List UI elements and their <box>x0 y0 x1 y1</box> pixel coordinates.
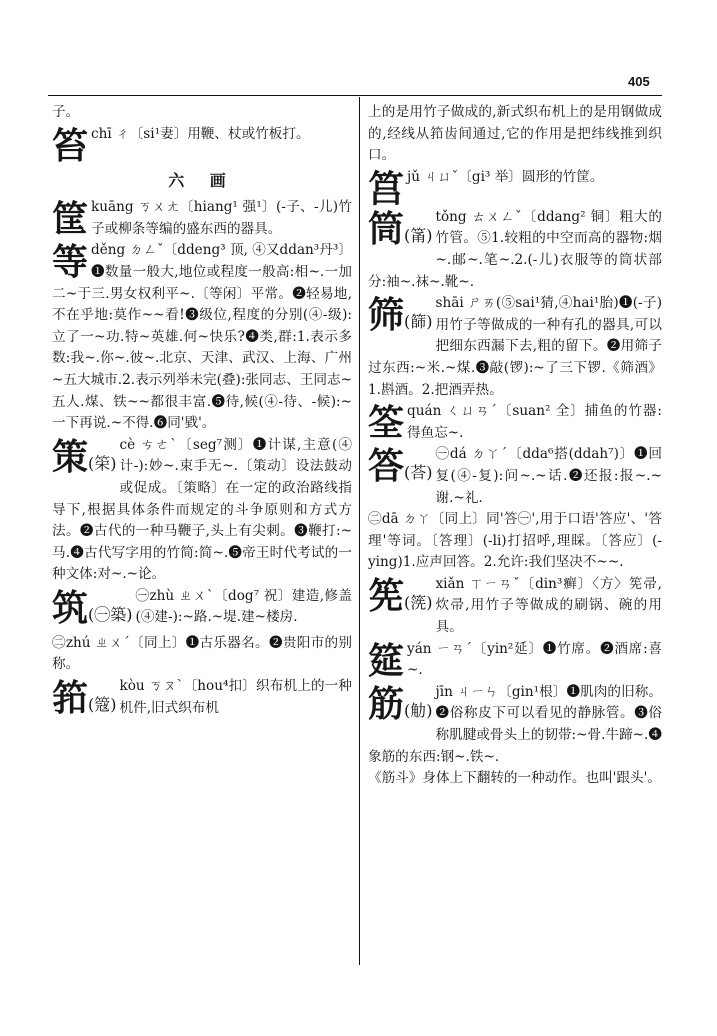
entry-headword <box>52 588 133 635</box>
dictionary-entry <box>368 401 662 444</box>
entry-text: ㊀dá ㄉㄚˊ〔dda⁶搭(ddah⁷)〕❶回复(④-复):问~.~话.❷还报:报~.~谢.~礼. <box>435 446 662 506</box>
dictionary-entry <box>52 676 352 719</box>
entry-text: 《筋斗》身体上下翻转的一种动作。也叫'跟头'。 <box>368 770 661 787</box>
entry-headword <box>52 242 88 282</box>
entry-headword <box>368 209 433 256</box>
headword-character: 筑 <box>52 586 89 629</box>
dictionary-entry <box>52 586 352 629</box>
column-divider <box>359 97 360 965</box>
entry-text: shāi ㄕㄞ(⑤sai¹猜,④hai¹胎)❶(-子)用竹子等做成的一种有孔的器具,可以把细东西漏下去,粗的留下。❷用筛子过东西:~米.~煤.❸敲(锣):~了三下锣.《筛酒》1.斟酒。2.把酒弄热。 <box>368 295 662 398</box>
dictionary-entry <box>368 639 662 682</box>
headword-character: 筋 <box>368 682 405 725</box>
dictionary-entry <box>368 682 662 768</box>
headword-character: 筵 <box>368 639 405 682</box>
entry-text: yán ㄧㄢˊ〔yin²延〕❶竹席。❷酒席:喜~. <box>407 640 662 679</box>
entry-text: chī ㄔ〔si¹妻〕用鞭、杖或竹板打。 <box>91 125 310 142</box>
headword-variant: (觔) <box>404 700 433 720</box>
dictionary-entry <box>52 435 352 586</box>
headword-character: 筌 <box>368 402 405 445</box>
entry-text: jǔ ㄐㄩˇ〔gi³ 举〕圆形的竹筐。 <box>407 168 604 185</box>
entry-text: děng ㄉㄥˇ〔ddeng³ 顶, ④又ddan³丹³〕❶数量一般大,地位或程度一般高:相~.一加二~于三.男女权利平~.〔等闲〕平常。❷轻易地,不在乎地:莫作~~看!❸级位,程度的分别(④-级):立了一~功.特~英雄.何~快乐?❹类,群:1.表示多数:我~.你~.彼~.北京、天津、武汉、上海、广州~五大城市.2.表示列举未完(叠):张同志、王同志~五人.煤、铁~~都很丰富.❺待,候(④-待、-候):~一下再说.~不得.❻同'戥'。 <box>52 242 352 432</box>
dictionary-entry <box>368 167 662 210</box>
headword-variant: (箲) <box>404 592 433 612</box>
headword-character: 答 <box>368 445 405 488</box>
headword-character: 筅 <box>368 574 405 617</box>
dictionary-entry <box>52 240 352 434</box>
entry-headword <box>368 403 404 443</box>
dictionary-entry <box>368 768 662 790</box>
dictionary-entry <box>368 102 662 167</box>
headword-variant: (筞) <box>88 453 117 473</box>
headword-character: 筒 <box>368 207 405 250</box>
entry-text: cè ㄘㄜˋ〔seg⁷测〕❶计谋,主意(④计-):妙~.束手无~.〔策动〕设法鼓动或促成。〔策略〕在一定的政治路线指导下,根据具体条件而规定的斗争原则和方式方法。❷古代的一种马鞭子,头上有尖刺。❸鞭打:~马.❹古代写字用的竹简:简~.❺帝王时代考试的一种文体:对~.~论。 <box>52 436 352 583</box>
headword-character: 筐 <box>52 198 89 241</box>
top-rule <box>48 95 662 96</box>
entry-text: quán ㄑㄩㄢˊ〔suan² 全〕捕鱼的竹器:得鱼忘~. <box>407 403 662 441</box>
headword-character: 筛 <box>368 294 405 337</box>
dictionary-entry <box>368 293 662 401</box>
headword-character: 策 <box>52 435 89 478</box>
entry-headword <box>52 199 88 239</box>
section-heading: 六 画 <box>168 170 236 190</box>
dictionary-entry <box>368 207 662 293</box>
headword-character: 筘 <box>52 677 89 720</box>
entry-headword <box>368 169 404 209</box>
entry-text: xiǎn ㄒㄧㄢˇ〔din³癣〕〈方〉筅帚,炊帚,用竹子等做成的刷锅、碗的用具。 <box>435 575 662 636</box>
entry-text: kuāng ㄎㄨㄤ〔hiang¹ 强¹〕(-子、-儿)竹子或柳条等编的盛东西的器具。 <box>91 199 352 237</box>
headword-variant: (筩) <box>404 225 433 245</box>
dictionary-entry <box>368 574 662 639</box>
headword-variant: (荅) <box>404 463 433 483</box>
entry-headword <box>368 684 433 731</box>
entry-headword <box>52 678 117 725</box>
headword-variant: (簆) <box>88 695 117 715</box>
entry-text: kòu ㄎㄡˋ〔hou⁴扣〕织布机上的一种机件,旧式织布机 <box>119 678 352 716</box>
dictionary-entry <box>52 197 352 240</box>
entry-text: 上的是用竹子做成的,新式织布机上的是用钢做成的,经线从筘齿间通过,它的作用是把纬线推到织口。 <box>368 104 662 164</box>
entry-text: 子。 <box>52 104 80 120</box>
right-column <box>368 102 662 790</box>
dictionary-entry <box>52 633 352 676</box>
entry-headword <box>368 446 433 493</box>
entry-headword <box>368 576 433 623</box>
entry-headword <box>52 126 88 166</box>
dictionary-entry <box>368 509 662 574</box>
entry-text: ㊁dā ㄉㄚ〔同上〕同'答㊀',用于口语'答应'、'答理'等词。〔答理〕(-li)打招呼,理睬。〔答应〕(-ying)1.应声回答。2.允许:我们坚决不~~. <box>368 511 662 571</box>
headword-variant: (篩) <box>404 312 433 332</box>
headword-variant: (㊀築) <box>88 604 133 624</box>
page-number: 405 <box>628 74 650 89</box>
headword-character: 笞 <box>52 124 89 167</box>
entry-text: jīn ㄐㄧㄣ〔gin¹根〕❶肌肉的旧称。❷俗称皮下可以看见的静脉管。❸俗称肌腱或骨头上的韧带:~骨.牛蹄~.❹象筋的东西:钢~.铁~. <box>368 683 662 765</box>
entry-text: ㊀zhù ㄓㄨˋ〔dog⁷ 祝〕建造,修盖(④建-):~路.~堤.建~楼房. <box>135 587 352 626</box>
entry-headword <box>368 295 433 342</box>
dictionary-entry <box>52 102 352 124</box>
entry-headword <box>368 641 404 681</box>
dictionary-entry <box>368 444 662 509</box>
left-column <box>52 102 352 723</box>
headword-character: 等 <box>52 241 89 284</box>
entry-text: tǒng ㄊㄨㄥˇ〔ddang² 铜〕粗大的竹管。⑤1.较粗的中空而高的器物:烟~.邮~.笔~.2.(-儿)衣服等的筒状部分:袖~.袜~.靴~. <box>368 208 662 290</box>
dictionary-entry <box>52 124 352 167</box>
entry-headword <box>52 437 117 484</box>
headword-character: 筥 <box>368 167 405 210</box>
entry-text: ㊁zhú ㄓㄨˊ〔同上〕❶古乐器名。❷贵阳市的别称。 <box>52 634 352 673</box>
